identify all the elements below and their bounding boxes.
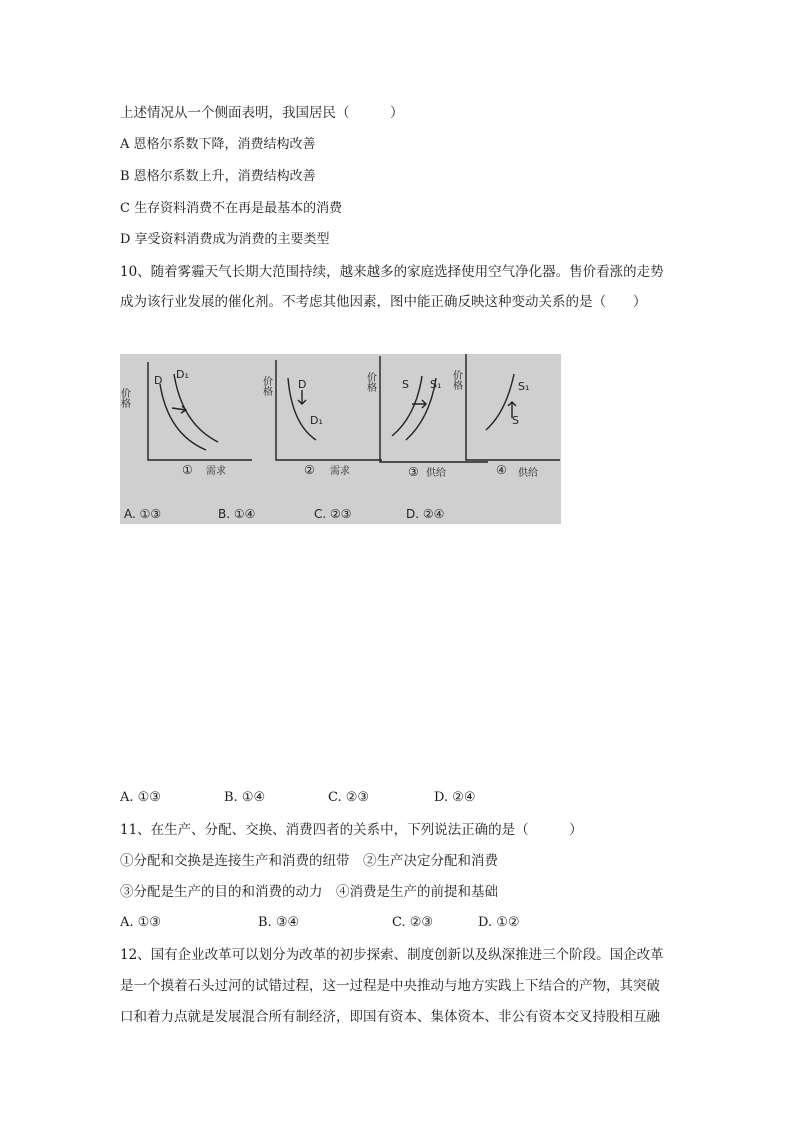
figure-option-d: D. ②④ — [406, 507, 445, 521]
question-11-stem: 11、在生产、分配、交换、消费四者的关系中，下列说法正确的是（ ） — [120, 822, 583, 838]
panel-3-xlabel: 供给 — [426, 468, 446, 479]
panel-3-curve-s1-label: S₁ — [430, 378, 442, 391]
question-11-statements-2: ③分配是生产的目的和消费的动力 ④消费是生产的前提和基础 — [120, 884, 498, 900]
panel-1-curve-d-label: D — [154, 374, 163, 387]
question-11-statements-1: ①分配和交换是连接生产和消费的纽带 ②生产决定分配和消费 — [120, 853, 498, 869]
panel-3-ylabel: 价格 — [364, 372, 376, 392]
panel-4-ylabel: 价格 — [450, 370, 462, 390]
panel-2-curve-d-label: D — [298, 378, 307, 391]
option-a: A 恩格尔系数下降，消费结构改善 — [120, 137, 316, 152]
option-b: B 恩格尔系数上升，消费结构改善 — [120, 169, 316, 184]
q11-option-c: C. ②③ — [392, 915, 434, 930]
panel-3-curve-s-label: S — [402, 378, 409, 391]
panel-2-xlabel: 需求 — [330, 466, 350, 477]
panel-1-xlabel: 需求 — [206, 466, 226, 477]
figure-option-a: A. ①③ — [124, 507, 162, 521]
panel-2-ylabel: 价格 — [260, 376, 272, 396]
panel-4-axes — [466, 354, 560, 460]
panel-2-curve-d1-label: D₁ — [310, 414, 323, 427]
q10-option-b: B. ①④ — [224, 790, 266, 805]
question-9-stem: 上述情况从一个侧面表明，我国居民（ ） — [120, 105, 404, 121]
q10-option-c: C. ②③ — [328, 790, 370, 805]
panel-1-axes — [148, 362, 252, 460]
panel-4-curve-s-label: S — [512, 414, 519, 427]
question-12-line-1: 12、国有企业改革可以划分为改革的初步探索、制度创新以及纵深推进三个阶段。国企改革 — [120, 947, 664, 963]
panel-1-shift-arrow — [172, 406, 186, 413]
panel-1-ylabel: 价格 — [118, 388, 130, 408]
question-12-line-3: 口和着力点就是发展混合所有制经济，即国有资本、集体资本、非公有资本交叉持股相互融 — [120, 1009, 660, 1025]
panel-2-shift-arrow — [298, 390, 306, 404]
figure-option-c: C. ②③ — [314, 507, 352, 521]
supply-demand-figure — [120, 354, 561, 524]
panel-4-number: ④ — [496, 463, 507, 477]
panel-4-curve — [486, 374, 514, 430]
question-10-line-1: 10、随着雾霾天气长期大范围持续，越来越多的家庭选择使用空气净化器。售价看涨的走势 — [120, 264, 664, 280]
panel-1-curve-d1-label: D₁ — [176, 368, 189, 381]
q11-option-a: A. ①③ — [120, 915, 161, 930]
panel-1-curve-d — [160, 384, 206, 450]
option-d: D 享受资料消费成为消费的主要类型 — [120, 232, 330, 247]
question-10-line-2: 成为该行业发展的催化剂。不考虑其他因素，图中能正确反映这种变动关系的是（ ） — [120, 294, 647, 310]
q11-option-b: B. ③④ — [258, 915, 300, 930]
q10-option-d: D. ②④ — [434, 790, 476, 805]
panel-4-xlabel: 供给 — [518, 468, 538, 479]
panel-3-number: ③ — [408, 465, 419, 479]
option-c: C 生存资料消费不在再是最基本的消费 — [120, 201, 343, 216]
panel-1-number: ① — [182, 463, 193, 477]
question-12-line-2: 是一个摸着石头过河的试错过程，这一过程是中央推动与地方实践上下结合的产物，其突破 — [120, 978, 660, 994]
figure-option-b: B. ①④ — [218, 507, 256, 521]
panel-2-number: ② — [304, 463, 315, 477]
q10-option-a: A. ①③ — [120, 790, 161, 805]
q11-option-d: D. ①② — [478, 915, 520, 930]
panel-3-axes — [380, 356, 488, 462]
panel-4-curve-s1-label: S₁ — [518, 380, 530, 393]
